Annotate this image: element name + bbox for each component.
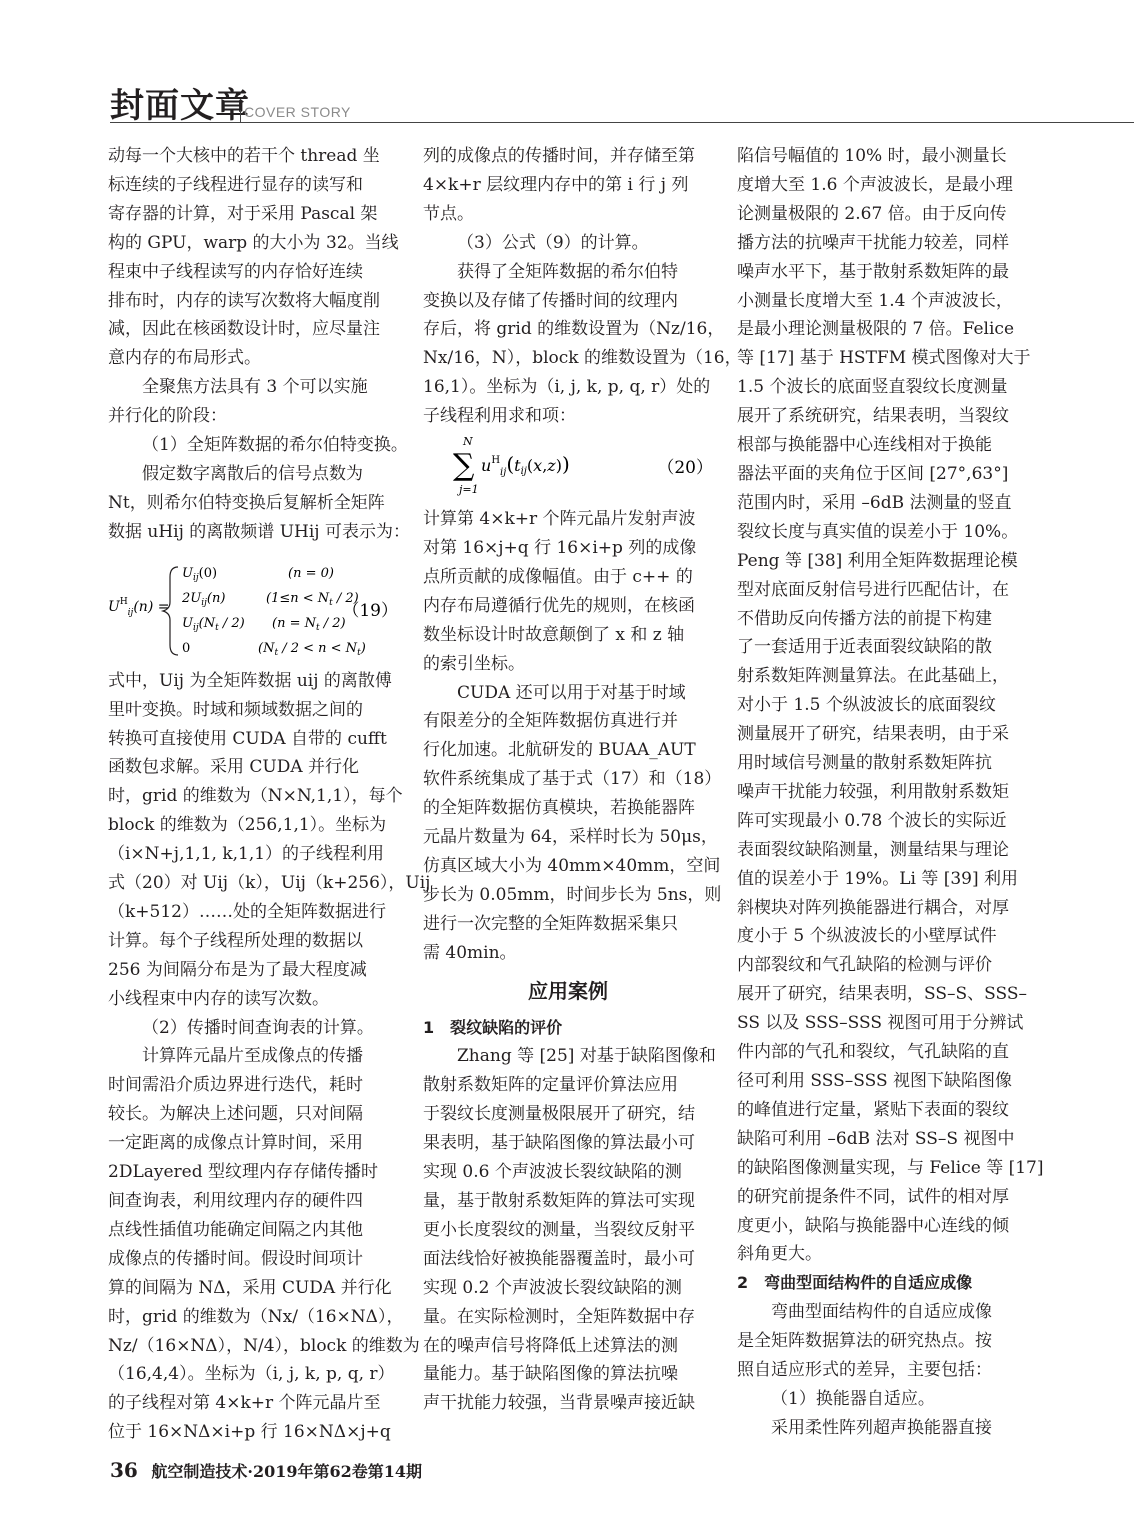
text-line: 展开了研究，结果表明，SS–S、SSS– (737, 984, 1027, 1005)
text-line: 小线程束中内存的读写次数。 (108, 988, 329, 1009)
text-line: 对小于 1.5 个纵波波长的底面裂纹 (737, 695, 996, 716)
column-2 (423, 142, 742, 1418)
text-line: Zhang 等 [25] 对基于缺陷图像和 (457, 1046, 716, 1067)
eq20-sigma: ∑ (453, 448, 475, 484)
text-line: 点线性插值功能确定间隔之内其他 (108, 1219, 363, 1240)
text-line: 全聚焦方法具有 3 个可以实施 (142, 377, 368, 398)
text-line: 实现 0.2 个声波波长裂纹缺陷的测 (423, 1277, 682, 1298)
subsection-heading-2: 2 弯曲型面结构件的自适应成像 (737, 1273, 973, 1293)
text-line: 展开了系统研究，结果表明，当裂纹 (737, 406, 1009, 427)
text-line: 值的误差小于 19%。Li 等 [39] 利用 (737, 868, 1019, 889)
text-line: 函数包求解。采用 CUDA 并行化 (108, 757, 360, 778)
text-line: 进行一次完整的全矩阵数据采集只 (423, 913, 678, 934)
text-line: 算的间隔为 NΔ，采用 CUDA 并行化 (108, 1277, 392, 1298)
text-line: 实现 0.6 个声波波长裂纹缺陷的测 (423, 1162, 682, 1183)
text-line: 散射系数矩阵的定量评价算法应用 (423, 1075, 678, 1096)
text-line: 获得了全矩阵数据的希尔伯特 (457, 261, 678, 282)
section-title-english: COVER STORY (244, 104, 351, 120)
text-line: 4×k+r 层纹理内存中的第 i 行 j 列 (423, 174, 689, 195)
text-line: 式中，Uij 为全矩阵数据 uij 的离散傅 (108, 670, 392, 691)
text-line: 数坐标设计时故意颠倒了 x 和 z 轴 (423, 624, 685, 645)
text-line: 转换可直接使用 CUDA 自带的 cufft (108, 728, 387, 749)
text-line: 列的成像点的传播时间，并存储至第 (423, 146, 695, 166)
text-line: 时间需沿介质边界进行迭代，耗时 (108, 1075, 363, 1096)
text-line: 照自适应形式的差异，主要包括： (737, 1360, 992, 1381)
text-line: 小测量长度增大至 1.4 个声波波长， (737, 290, 1013, 311)
text-line: 量。在实际检测时，全矩阵数据中存 (423, 1306, 695, 1327)
text-line: 点所贡献的成像幅值。由于 c++ 的 (423, 566, 693, 587)
journal-citation: 航空制造技术·2019年第62卷第14期 (151, 1462, 423, 1481)
paragraph-block (108, 142, 398, 373)
eq20-number: （20） (657, 458, 713, 479)
text-line: 数据 uHij 的离散频谱 UHij 可表示为： (108, 521, 410, 542)
page-number: 36 (110, 1458, 138, 1482)
text-line: 构的 GPU，warp 的大小为 32。当线 (108, 232, 399, 253)
text-line: 播方法的抗噪声干扰能力较差，同样 (737, 232, 1009, 253)
text-line: 根部与换能器中心连线相对于换能 (737, 435, 992, 456)
eq19-cond-1: (n = 0) (288, 565, 334, 581)
text-line: 一定距离的成像点计算时间，采用 (108, 1133, 363, 1154)
eq19-case-3: $U_{ij}(N_t / 2)$ (182, 615, 245, 633)
text-line: 裂纹长度与真实值的误差小于 10%。 (737, 521, 1019, 542)
text-line: 16,1）。坐标为（i, j, k, p, q, r）处的 (423, 377, 711, 398)
eq19-cond-4: $(N_t / 2 < n < N_t)$ (258, 640, 366, 658)
text-line: 仿真区域大小为 40mm×40mm，空间 (423, 855, 721, 876)
paragraph-block (423, 229, 713, 287)
text-line: 计算。每个子线程所处理的数据以 (108, 930, 363, 951)
text-line: 2DLayered 型纹理内存存储传播时 (108, 1162, 379, 1183)
eq19-cond-3: $(n = N_t / 2)$ (272, 615, 346, 633)
text-line: 是全矩阵数据算法的研究热点。按 (737, 1331, 992, 1352)
subsection-heading-1: 1 裂纹缺陷的评价 (423, 1017, 563, 1037)
text-line: block 的维数为（256,1,1）。坐标为 (108, 815, 387, 836)
text-line: 了一套适用于近表面裂纹缺陷的散 (737, 637, 992, 658)
text-line: 量，基于散射系数矩阵的算法可实现 (423, 1191, 695, 1211)
text-line: 度更小，缺陷与换能器中心连线的倾 (737, 1215, 1009, 1236)
paragraph-block (423, 1071, 713, 1418)
paragraph-block (423, 679, 713, 708)
text-line: 测量展开了研究，结果表明，由于采 (737, 724, 1009, 745)
text-line: 计算阵元晶片至成像点的传播 (142, 1046, 363, 1067)
paragraph-block (108, 373, 398, 431)
text-line: 意内存的布局形式。 (108, 348, 261, 369)
column-1 (108, 142, 431, 1447)
text-line: 排布时，内存的读写次数将大幅度削 (108, 290, 380, 311)
eq19-case-2: $2U_{ij}(n)$ (182, 590, 226, 608)
text-line: 256 为间隔分布是为了最大程度减 (108, 959, 367, 980)
text-line: 噪声干扰能力较强，利用散射系数矩 (737, 781, 1009, 802)
text-line: 斜角更大。 (737, 1244, 822, 1265)
eq19-case-1: $U_{ij}(0)$ (182, 565, 218, 583)
text-line: 更小长度裂纹的测量，当裂纹反射平 (423, 1219, 695, 1240)
text-line: 假定数字离散后的信号点数为 (142, 463, 363, 484)
paragraph-block (423, 142, 713, 229)
text-line: 的缺陷图像测量实现，与 Felice 等 [17] (737, 1157, 1044, 1178)
column-3 (737, 142, 1044, 1443)
eq19-cond-2: $(1\le n < N_t / 2)$ (266, 590, 359, 608)
paragraph-block (108, 1014, 398, 1072)
eq19-cases (181, 566, 366, 658)
text-line: （i×N+j,1,1, k,1,1）的子线程利用 (108, 844, 385, 865)
equation-20 (423, 431, 713, 505)
text-line: 的子线程对第 4×k+r 个阵元晶片至 (108, 1393, 381, 1414)
text-line: CUDA 还可以用于对基于时域 (457, 682, 686, 703)
text-line: 子线程利用求和项： (423, 406, 576, 427)
text-line: 的峰值进行定量，紧贴下表面的裂纹 (737, 1099, 1009, 1120)
text-line: 位于 16×NΔ×i+p 行 16×NΔ×j+q (108, 1422, 391, 1443)
eq20-expression: $u^H_{ij}(tij(x,z))$ (481, 452, 570, 479)
text-line: 步长为 0.05mm，时间步长为 5ns，则 (423, 884, 722, 905)
text-line: 内部裂纹和气孔缺陷的检测与评价 (737, 955, 992, 976)
text-line: SS 以及 SSS–SSS 视图可用于分辨试 (737, 1013, 1024, 1034)
text-line: 阵可实现最小 0.78 个波长的实际近 (737, 810, 1007, 831)
paragraph-block (108, 1071, 420, 1447)
text-line: 量能力。基于缺陷图像的算法抗噪 (423, 1364, 678, 1385)
text-line: （16,4,4）。坐标为（i, j, k, p, q, r） (108, 1364, 395, 1385)
text-line: 存后，将 grid 的维数设置为（Nz/16， (423, 319, 725, 340)
text-line: 度小于 5 个纵波波长的小壁厚试件 (737, 926, 997, 947)
text-line: 内存布局遵循行优先的规则，在核函 (423, 595, 695, 616)
text-line: 器法平面的夹角位于区间 [27°,63°] (737, 463, 1009, 484)
eq19-lhs: $U^H_{ij}(n)$ = (108, 596, 170, 618)
equation-19-figure (108, 547, 398, 667)
paragraph-block (423, 707, 722, 967)
text-line: 径可利用 SSS–SSS 视图下缺陷图像 (737, 1071, 1012, 1091)
paragraph-block (737, 1298, 1027, 1327)
text-line: 等 [17] 基于 HSTFM 模式图像对大于 (737, 348, 1031, 369)
text-line: Peng 等 [38] 利用全矩阵数据理论模 (737, 550, 1018, 571)
text-line: 寄存器的计算，对于采用 Pascal 架 (108, 203, 378, 224)
text-line: 面法线恰好被换能器覆盖时，最小可 (423, 1248, 695, 1269)
text-line: 斜楔块对阵列换能器进行耦合，对厚 (737, 897, 1009, 918)
text-line: 间查询表，利用纹理内存的硬件四 (108, 1191, 363, 1211)
text-line: 声干扰能力较强，当背景噪声接近缺 (423, 1393, 695, 1414)
text-line: 射系数矩阵测量算法。在此基础上， (737, 666, 1009, 687)
text-line: 对第 16×j+q 行 16×i+p 列的成像 (423, 537, 697, 558)
text-line: 采用柔性阵列超声换能器直接 (771, 1417, 992, 1438)
text-line: 成像点的传播时间。假设时间项计 (108, 1248, 363, 1269)
text-line: 动每一个大核中的若干个 thread 坐 (108, 146, 380, 166)
eq20-sum-bottom: j=1 (459, 483, 479, 497)
paragraph-block (737, 1327, 1027, 1385)
text-line: 是最小理论测量极限的 7 倍。Felice (737, 319, 1015, 340)
text-line: Nt，则希尔伯特变换后复解析全矩阵 (108, 492, 385, 513)
text-line: Nx/16，N），block 的维数设置为（16， (423, 348, 742, 369)
text-line: 噪声水平下，基于散射系数矩阵的最 (737, 261, 1009, 282)
text-line: 弯曲型面结构件的自适应成像 (771, 1302, 992, 1323)
header-rule (110, 122, 1134, 123)
text-line: 节点。 (423, 203, 474, 224)
text-line: 行化加速。北航研发的 BUAA_AUT (423, 740, 696, 761)
text-line: 需 40min。 (423, 942, 517, 963)
text-line: 于裂纹长度测量极限展开了研究，结 (423, 1104, 695, 1125)
text-line: 的研究前提条件不同，试件的相对厚 (737, 1186, 1009, 1207)
text-line: 软件系统集成了基于式（17）和（18） (423, 769, 722, 790)
text-line: 度增大至 1.6 个声波波长，是最小理 (737, 174, 1013, 195)
eq19-number: （19） (342, 600, 398, 621)
text-line: 型对底面反射信号进行匹配估计，在 (737, 579, 1009, 600)
page-footer (110, 1458, 422, 1482)
text-line: （2）传播时间查询表的计算。 (142, 1017, 374, 1038)
text-line: 里叶变换。时域和频域数据之间的 (108, 699, 363, 720)
text-line: 范围内时，采用 –6dB 法测量的竖直 (737, 492, 1012, 513)
text-line: 减，因此在核函数设计时，应尽量注 (108, 319, 380, 340)
paragraph-block (108, 667, 431, 1014)
paragraph-block (737, 1385, 1027, 1443)
paragraph-block (423, 287, 742, 432)
text-line: 时，grid 的维数为（N×N,1,1），每个 (108, 786, 403, 807)
text-line: 并行化的阶段： (108, 406, 227, 427)
text-line: 缺陷可利用 –6dB 法对 SS–S 视图中 (737, 1128, 1015, 1149)
text-line: Nz/（16×NΔ），N/4），block 的维数为 (108, 1335, 420, 1356)
text-line: 的索引坐标。 (423, 653, 525, 674)
equation-19 (108, 547, 398, 667)
paragraph-block (108, 431, 410, 547)
equation-20-figure (423, 431, 713, 505)
text-line: 时，grid 的维数为（Nx/（16×NΔ）， (108, 1306, 404, 1327)
text-line: （1）全矩阵数据的希尔伯特变换。 (142, 435, 408, 456)
text-line: 果表明，基于缺陷图像的算法最小可 (423, 1133, 695, 1154)
paragraph-block (737, 142, 1044, 1269)
text-line: 有限差分的全矩阵数据仿真进行并 (423, 711, 678, 732)
text-line: （k+512）……处的全矩阵数据进行 (108, 901, 386, 922)
text-line: 不借助反向传播方法的前提下构建 (737, 608, 992, 629)
text-line: 计算第 4×k+r 个阵元晶片发射声波 (423, 509, 696, 530)
section-title-chinese: 封面文章 (110, 86, 250, 126)
text-line: 在的噪声信号将降低上述算法的测 (423, 1335, 678, 1356)
text-line: 元晶片数量为 64，采样时长为 50μs， (423, 827, 718, 848)
eq20-sum-top: N (463, 435, 473, 449)
text-line: 陷信号幅值的 10% 时，最小测量长 (737, 146, 1007, 166)
text-line: 式（20）对 Uij（k），Uij（k+256），Uij (108, 873, 431, 894)
text-line: （3）公式（9）的计算。 (457, 232, 649, 253)
eq19-case-4: 0 (182, 640, 191, 656)
header-divider-tick (240, 110, 241, 122)
text-line: 程束中子线程读写的内存恰好连续 (108, 261, 363, 282)
text-line: 件内部的气孔和裂纹，气孔缺陷的直 (737, 1042, 1009, 1063)
text-line: （1）换能器自适应。 (771, 1388, 935, 1409)
paragraph-block (423, 505, 713, 678)
text-line: 变换以及存储了传播时间的纹理内 (423, 290, 678, 311)
text-line: 的全矩阵数据仿真模块，若换能器阵 (423, 798, 695, 819)
text-line: 表面裂纹缺陷测量，测量结果与理论 (737, 839, 1009, 860)
text-line: 用时域信号测量的散射系数矩阵抗 (737, 753, 992, 774)
text-line: 论测量极限的 2.67 倍。由于反向传 (737, 203, 1007, 224)
text-line: 较长。为解决上述问题，只对间隔 (108, 1104, 363, 1125)
section-heading: 应用案例 (528, 978, 608, 1003)
text-line: 标连续的子线程进行显存的读写和 (108, 174, 363, 195)
paragraph-block (423, 1042, 716, 1071)
text-line: 1.5 个波长的底面竖直裂纹长度测量 (737, 377, 1008, 398)
